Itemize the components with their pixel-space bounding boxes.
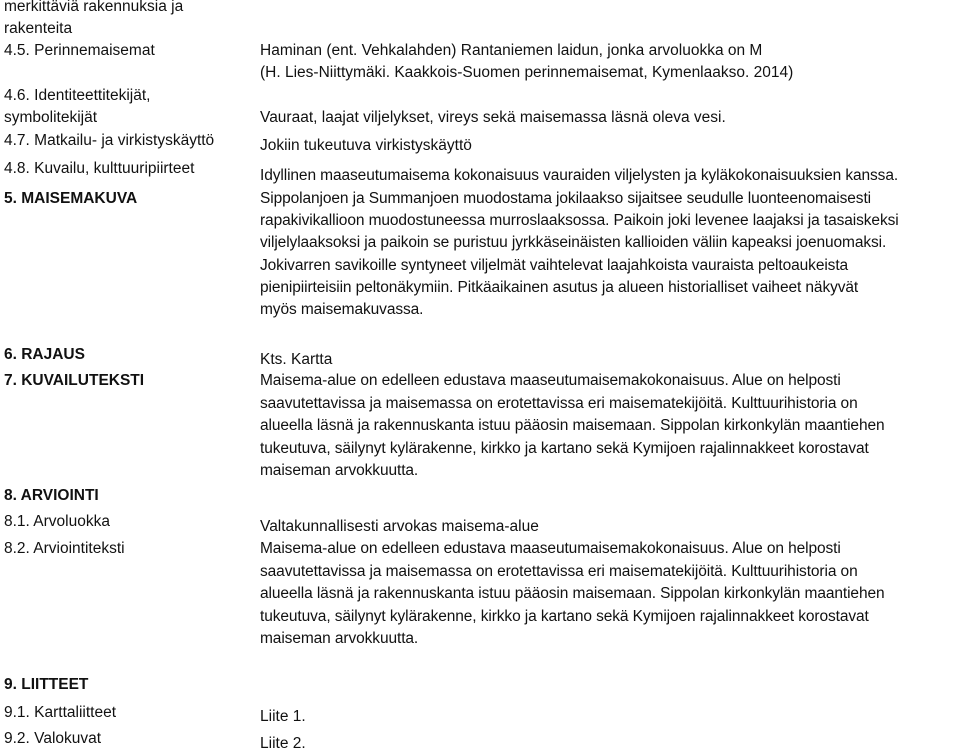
value-9-2-liite-2: Liite 2. [260, 735, 306, 752]
label-5-maisemakuva: 5. MAISEMAKUVA [4, 190, 138, 207]
label-8-1-arvoluokka: 8.1. Arvoluokka [4, 513, 110, 530]
label-4-6-line-2: symbolitekijät [4, 109, 98, 126]
value-4-5-line-1: Haminan (ent. Vehkalahden) Rantaniemen laidun, jonka arvoluokka on M [260, 42, 763, 59]
label-9-1-karttaliitteet: 9.1. Karttaliitteet [4, 704, 117, 721]
value-5-line-4: Jokivarren savikoille syntyneet viljelmät vaihtelevat laajahkoista vauraista peltoaukeista [260, 257, 849, 274]
value-8-2-line-5: maiseman arvokkuutta. [260, 630, 419, 647]
value-4-7: Jokiin tukeutuva virkistyskäyttö [260, 137, 472, 154]
value-7-line-3: alueella läsnä ja rakennuskanta istuu pääosin maisemaan. Sippolan kirkonkylän maantiehen [260, 417, 885, 434]
label-4-5: 4.5. Perinnemaisemat [4, 42, 155, 59]
value-5-line-5: pienipiirteisiin peltonäkymiin. Pitkäaikainen asutus ja alueen historialliset vaiheet näkyvät [260, 279, 859, 296]
label-previous-line-1: merkittäviä rakennuksia ja [4, 0, 184, 15]
value-9-1-liite-1: Liite 1. [260, 708, 306, 725]
value-8-2-line-3: alueella läsnä ja rakennuskanta istuu pääosin maisemaan. Sippolan kirkonkylän maantiehen [260, 585, 885, 602]
label-4-6-line-1: 4.6. Identiteettitekijät, [4, 87, 151, 104]
value-5-line-6: myös maisemakuvassa. [260, 301, 424, 318]
value-8-1-arvoluokka: Valtakunnallisesti arvokas maisema-alue [260, 518, 539, 535]
value-7-line-1: Maisema-alue on edelleen edustava maaseutumaisemakokonaisuus. Alue on helposti [260, 372, 841, 389]
value-5-line-3: viljelylaaksoksi ja paikoin se puristuu jyrkkäseinäisten kallioiden väliin kapeaksi joenuomaksi. [260, 234, 887, 251]
label-4-8: 4.8. Kuvailu, kulttuuripiirteet [4, 160, 195, 177]
label-9-liitteet: 9. LIITTEET [4, 676, 89, 693]
label-previous-line-2: rakenteita [4, 20, 73, 37]
value-4-8: Idyllinen maaseutumaisema kokonaisuus vauraiden viljelysten ja kyläkokonaisuuksien kanssa. [260, 167, 899, 184]
label-4-7: 4.7. Matkailu- ja virkistyskäyttö [4, 132, 215, 149]
value-4-6: Vauraat, laajat viljelykset, vireys sekä maisemassa läsnä oleva vesi. [260, 109, 726, 126]
value-8-2-line-2: saavutettavissa ja maisemassa on erotettavissa eri maisematekijöitä. Kulttuurihistoria on [260, 563, 858, 580]
value-8-2-line-4: tukeutuva, säilynyt kylärakenne, kirkko ja kartano sekä Kymijoen rajalinnakkeet korostavat [260, 608, 869, 625]
value-8-2-line-1: Maisema-alue on edelleen edustava maaseutumaisemakokonaisuus. Alue on helposti [260, 540, 841, 557]
label-6-rajaus: 6. RAJAUS [4, 346, 85, 363]
value-5-line-1: Sippolanjoen ja Summanjoen muodostama jokilaakso sijaitsee seudulle luonteenomaisesti [260, 190, 872, 207]
value-4-5-line-2: (H. Lies-Niittymäki. Kaakkois-Suomen perinnemaisemat, Kymenlaakso. 2014) [260, 64, 794, 81]
value-7-line-4: tukeutuva, säilynyt kylärakenne, kirkko ja kartano sekä Kymijoen rajalinnakkeet korostavat [260, 440, 869, 457]
value-6-rajaus: Kts. Kartta [260, 351, 333, 368]
label-8-arviointi: 8. ARVIOINTI [4, 487, 99, 504]
value-5-line-2: rapakivikallioon muodostuneessa murroslaaksossa. Paikoin joki levenee laajaksi ja tasaiskeksi [260, 212, 899, 229]
label-9-2-valokuvat: 9.2. Valokuvat [4, 730, 102, 747]
value-7-line-2: saavutettavissa ja maisemassa on erotettavissa eri maisematekijöitä. Kulttuurihistoria on [260, 395, 858, 412]
label-7-kuvailuteksti: 7. KUVAILUTEKSTI [4, 372, 145, 389]
label-8-2-arviointiteksti: 8.2. Arviointiteksti [4, 540, 125, 557]
value-7-line-5: maiseman arvokkuutta. [260, 462, 419, 479]
